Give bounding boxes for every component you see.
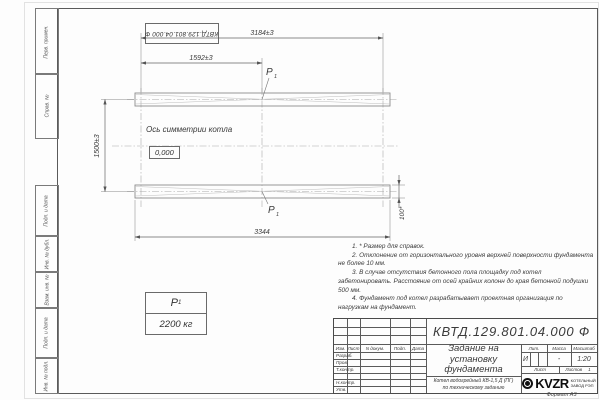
notes-block (338, 243, 594, 313)
load-table (145, 292, 207, 335)
top-rail (135, 93, 390, 106)
note-2: 2. Отклонение от горизонтального уровня верхней поверхности фундамента не более 10 мм. (338, 251, 594, 268)
margin-label: Подп. и дата (44, 195, 50, 227)
margin-box-inv-podl (35, 357, 59, 394)
sheets-value: 1 (588, 367, 591, 372)
svg-text:P: P (266, 67, 273, 78)
elevation-mark: 0,000 (149, 146, 180, 159)
company-name: КОТЕЛЬНЫЙ ЗАВОД РЭП (570, 378, 596, 388)
bottom-rail (135, 185, 390, 198)
titleblock-designation: КВТД.129.801.04.000 Ф (433, 324, 590, 339)
load-table-symbol: P 1 (146, 293, 206, 314)
role-nkontr: Н.контр. (336, 380, 356, 385)
margin-label: Перв. примен. (44, 24, 50, 59)
extension-lines (101, 33, 405, 241)
svg-text:P: P (268, 205, 275, 216)
dim-top-half: 1592±3 (189, 55, 213, 62)
header-ndoc: N докум. (365, 345, 385, 351)
margin-label: Справ. № (44, 94, 51, 118)
dim-top-overall: 3184±3 (250, 30, 274, 37)
symmetry-axis-caption: Ось симметрии котла (146, 125, 233, 134)
rotated-designation-text: КВТД.129.801.04.000 Ф (145, 30, 219, 37)
titleblock-doc-title: Задание на установку фундамента (444, 342, 503, 376)
dim-bottom-overall: 3344 (254, 229, 270, 236)
scale-label: Масштаб (573, 345, 595, 351)
margin-label: Инв. № подл. (44, 359, 50, 392)
mass-value: - (557, 355, 561, 363)
sheet-label: Лист (534, 367, 546, 372)
role-tkontr: Т.контр. (336, 367, 355, 372)
scale-value: 1:20 (577, 355, 591, 363)
company-logo-area (521, 373, 597, 393)
titleblock-product: Котел водогрейный КВ-1,5 Д (ПГ) по техническому заданию (433, 378, 514, 391)
role-prov: Пров. (336, 360, 349, 365)
header-list: Лист (347, 345, 360, 351)
mass-label: Масса (552, 345, 566, 351)
role-razrab: Разраб. (336, 353, 353, 358)
note-4: 4. Фундамент под котел разрабатывает проектная организация по нагрузкам на фундамент. (338, 295, 563, 311)
dimension-lines (105, 38, 399, 237)
dim-height: 1500±3 (94, 134, 101, 158)
header-podp: Подп. (393, 345, 407, 351)
margin-label: Подп. и дата (44, 317, 50, 349)
note-1: 1. * Размер для справок. (352, 243, 425, 250)
svg-text:1: 1 (276, 212, 280, 218)
load-point-label-bottom (268, 205, 279, 218)
dim-rail-width: 100* (399, 206, 406, 220)
lit-value: И (522, 355, 528, 363)
lit-label: Лит. (528, 345, 540, 351)
margin-label: Инв. № дубл. (44, 238, 50, 270)
kvzr-emblem-icon (522, 378, 533, 389)
margin-label: Взам. инв. № (44, 274, 50, 306)
svg-text:1: 1 (274, 74, 278, 80)
sheets-cell: Листов 1 (565, 367, 591, 372)
note-3: 3. В случае отсутствия бетонного пола площадку под котел забетонировать. Расстояние от осей крайних колонн до края бетонной подушки 500 мм. (338, 269, 589, 294)
header-izm: Изм. (335, 345, 346, 351)
kvzr-logo-text: KVZR (535, 375, 569, 391)
format-label: Формат А3 (546, 392, 577, 398)
load-point-label-top (266, 67, 277, 80)
role-utv: Утв. (336, 387, 347, 392)
load-table-value: 2200 кг (159, 318, 193, 330)
header-data: Дата (411, 345, 425, 351)
title-block (333, 318, 598, 394)
